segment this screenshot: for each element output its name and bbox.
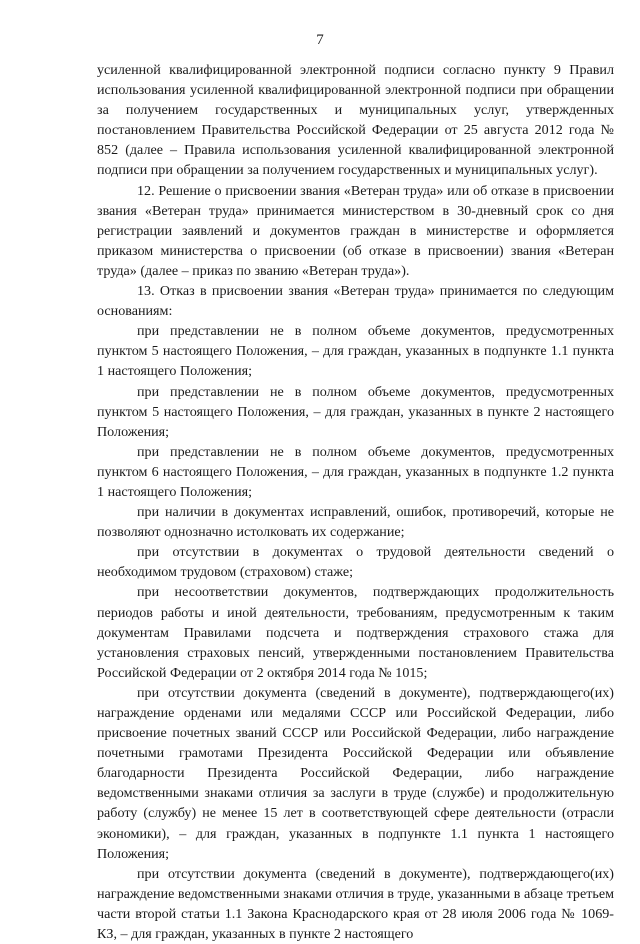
paragraph-clause-12: 12. Решение о присвоении звания «Ветеран труда» или об отказе в присвоении звания «Ветеран труда» принимается министерством в 30-дневный срок со дня регистрации заявлений и документов граждан в министерстве и оформляется приказом министерства о присвоении (об отказе в присвоении) звания «Ветеран труда» (далее – приказ по званию «Ветеран труда»). xyxy=(97,182,614,279)
paragraph-continuation: усиленной квалифицированной электронной подписи согласно пункту 9 Правил использования усиленной квалифицированной электронной подписи при обращении за получением государственных и муниципальных услуг, утвержденных постановлением Правительства Российской Федерации от 25 августа 2012 года № 852 (далее – Правила использования усиленной квалифицированной электронной подписи при обращении за получением государственных и муниципальных услуг). xyxy=(97,62,614,179)
paragraph-clause-13: 13. Отказ в присвоении звания «Ветеран труда» принимается по следующим основаниям: xyxy=(97,283,614,320)
paragraph-ground: при отсутствии документа (сведений в документе), подтверждающего(их) награждение орденами или медалями СССР или Российской Федерации, либо присвоение почетных званий СССР или Российской Федерации, либо награждение почетными грамотами Президента Российской Федерации или объявление благодарности Президента Российской Федерации, либо награждение ведомственными знаками отличия за заслуги в труде (службе) и продолжительную работу (службу) не менее 15 лет в соответствующей сфере деятельности (отрасли экономики), – для граждан, указанных в подпункте 1.1 пункта 1 настоящего Положения; xyxy=(97,684,614,862)
paragraph-ground: при представлении не в полном объеме документов, предусмотренных пунктом 5 настоящего Положения, – для граждан, указанных в пункте 2 настоящего Положения; xyxy=(97,383,614,440)
paragraph-ground: при представлении не в полном объеме документов, предусмотренных пунктом 6 настоящего Положения, – для граждан, указанных в подпункте 1.2 пункта 1 настоящего Положения; xyxy=(97,443,614,500)
page-number: 7 xyxy=(316,32,324,48)
paragraph-ground: при несоответствии документов, подтверждающих продолжительность периодов работы и иной деятельности, требованиям, предусмотренным к таким документам Правилами подсчета и подтверждения страхового стажа для установления страховых пенсий, утвержденными постановлением Правительства Российской Федерации от 2 октября 2014 года № 1015; xyxy=(97,584,614,681)
paragraph-ground: при представлении не в полном объеме документов, предусмотренных пунктом 5 настоящего Положения, – для граждан, указанных в подпункте 1.1 пункта 1 настоящего Положения; xyxy=(97,323,614,380)
paragraph-ground: при отсутствии документа (сведений в документе), подтверждающего(их) награждение ведомственными знаками отличия в труде, указанными в абзаце третьем части второй статьи 1.1 Закона Краснодарского края от 28 июля 2006 года № 1069-КЗ, – для граждан, указанных в пункте 2 настоящего xyxy=(97,865,614,943)
document-body xyxy=(97,60,614,944)
paragraph-ground: при наличии в документах исправлений, ошибок, противоречий, которые не позволяют однозначно истолковать их содержание; xyxy=(97,504,614,541)
paragraph-ground: при отсутствии в документах о трудовой деятельности сведений о необходимом трудовом (страховом) стаже; xyxy=(97,544,614,581)
